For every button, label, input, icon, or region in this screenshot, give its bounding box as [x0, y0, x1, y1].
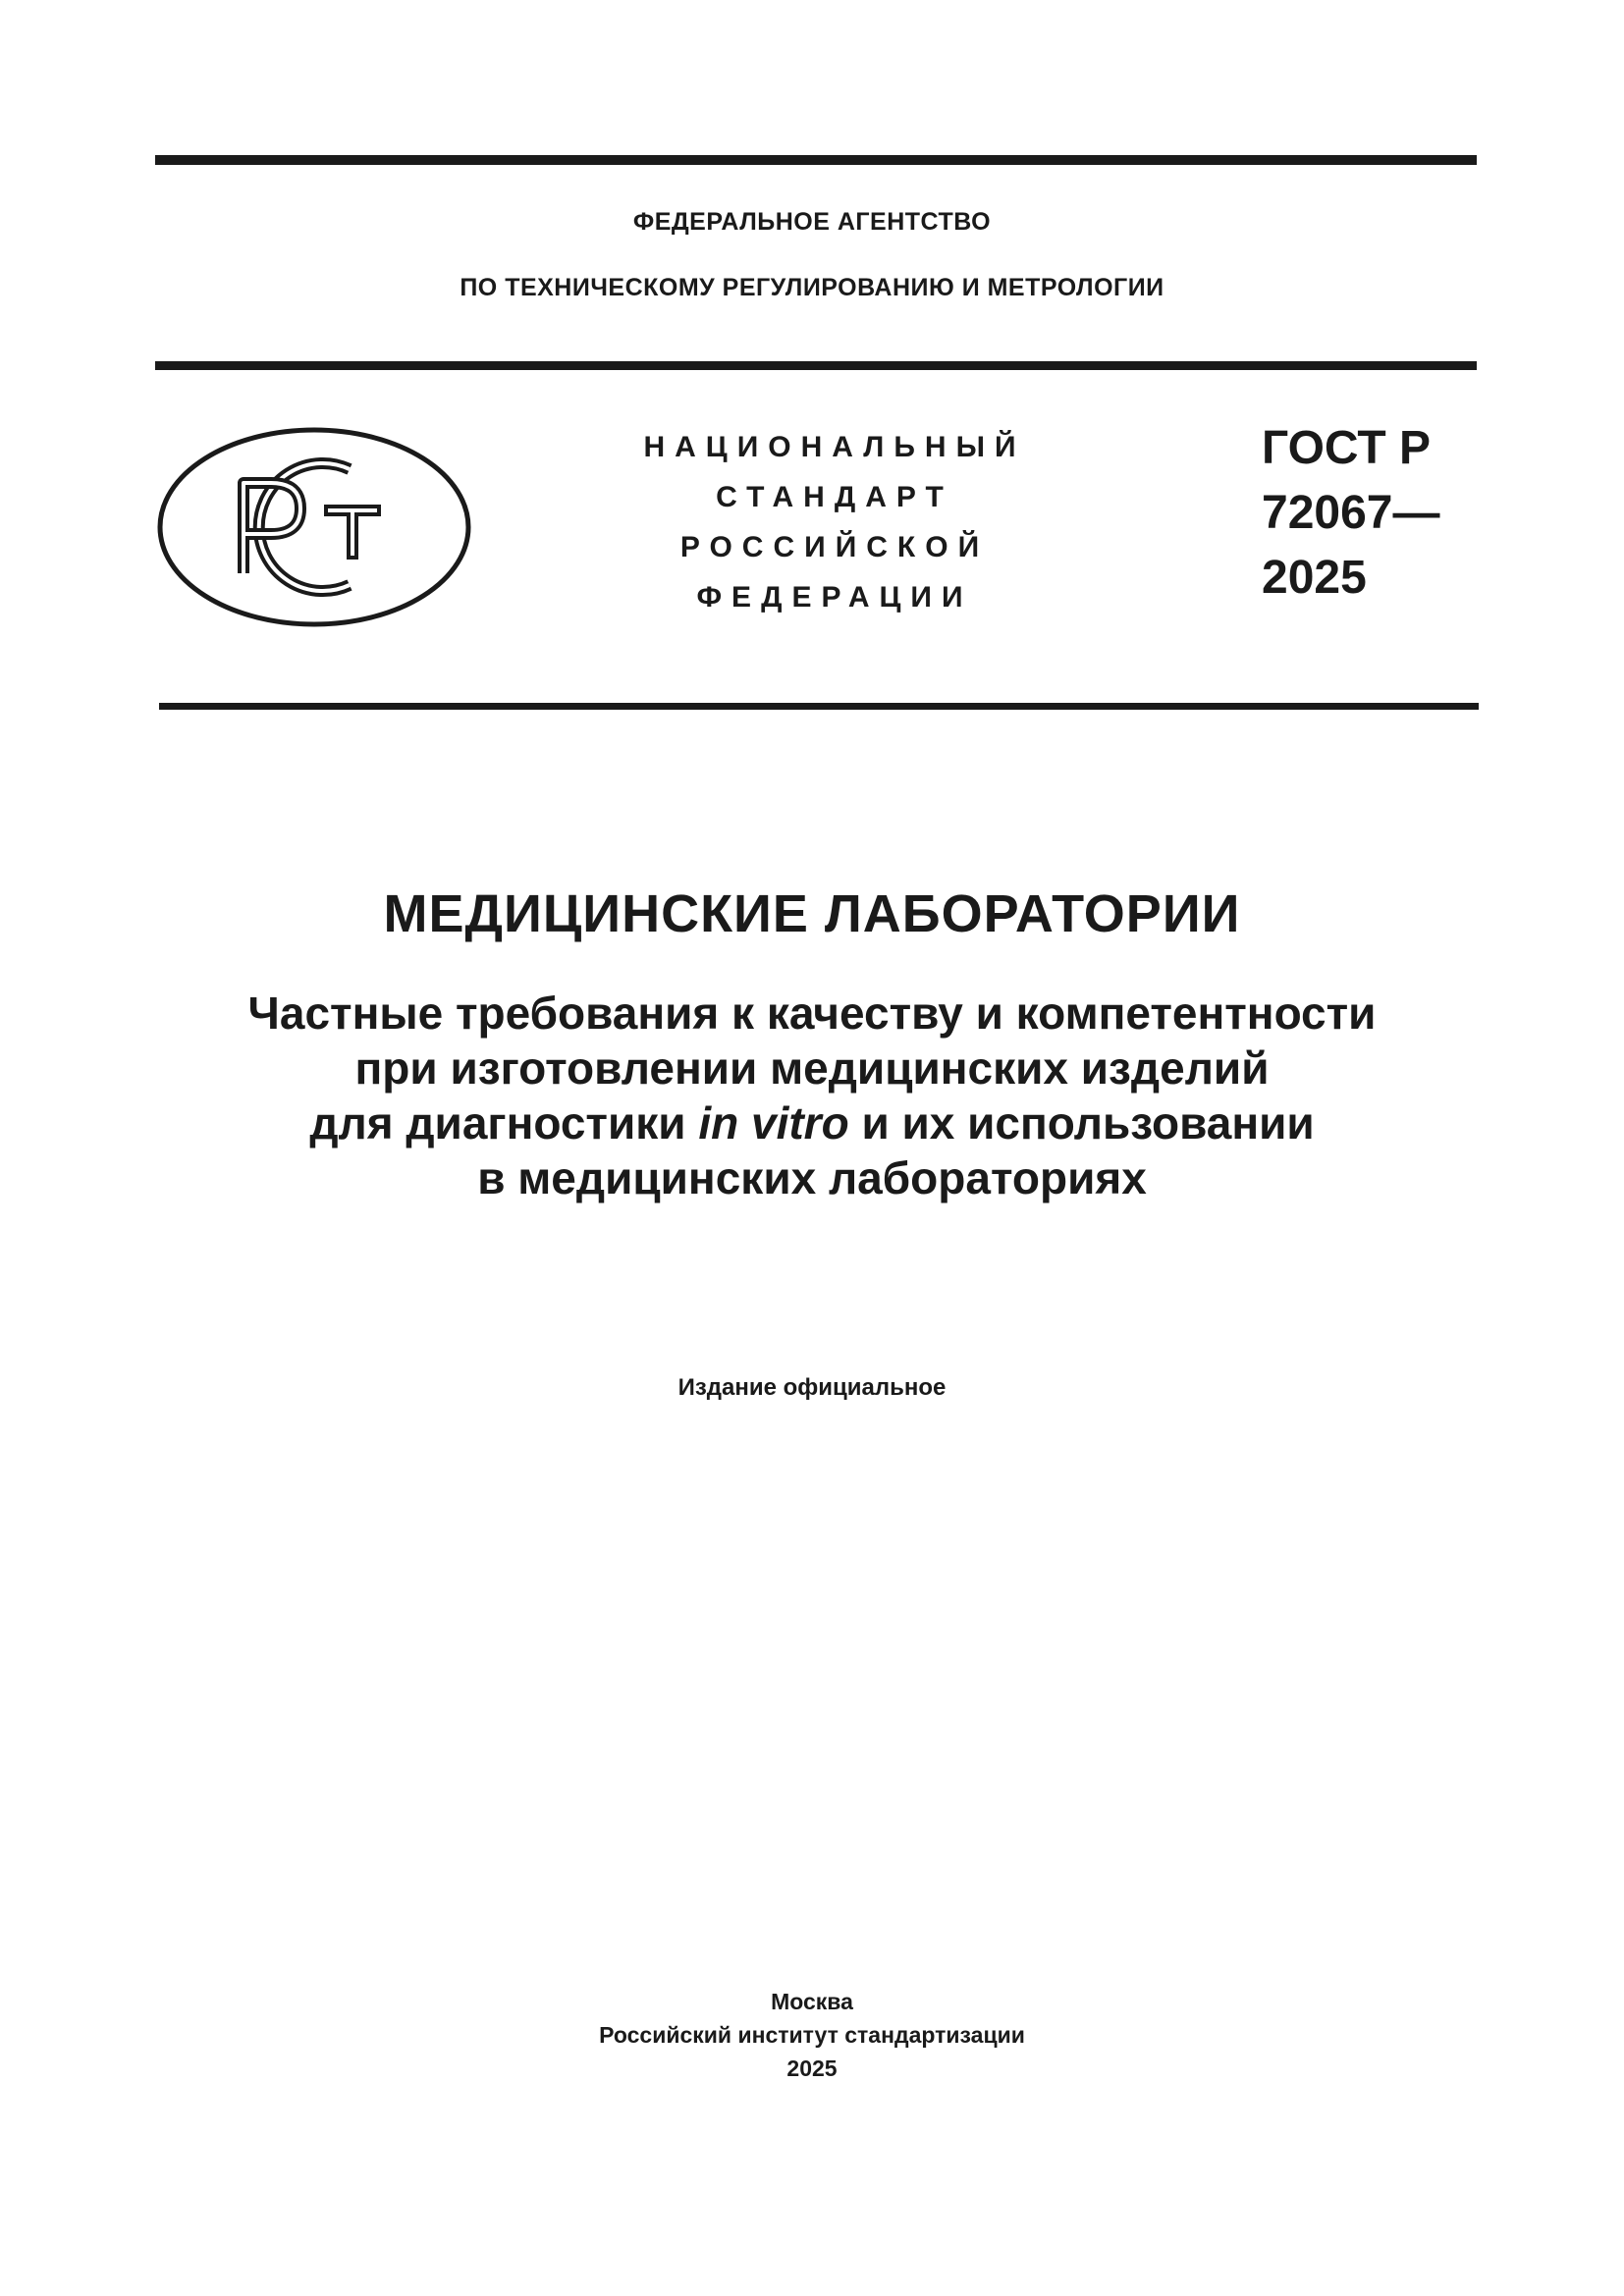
- imprint-block: [0, 1985, 1624, 2085]
- agency-name-line-1: ФЕДЕРАЛЬНОЕ АГЕНТСТВО: [632, 208, 992, 236]
- designation-line: ГОСТ Р: [1262, 422, 1432, 474]
- designation-line: 2025: [1262, 552, 1367, 604]
- bottom-rule: [159, 703, 1479, 710]
- standard-type-block: [609, 422, 1060, 622]
- subtitle-line: Частные требования к качеству и компетентности: [247, 988, 1377, 1039]
- agency-name-line-2: ПО ТЕХНИЧЕСКОМУ РЕГУЛИРОВАНИЮ И МЕТРОЛОГИИ: [460, 274, 1164, 301]
- edition-label: Издание официальное: [677, 1374, 947, 1401]
- standard-designation: [1262, 416, 1497, 611]
- subtitle-line: в медицинских лабораториях: [477, 1152, 1147, 1203]
- standard-type-line: ФЕДЕРАЦИИ: [696, 581, 973, 614]
- rst-certification-mark-icon: [157, 426, 471, 628]
- subtitle-text: и их использовании: [848, 1097, 1315, 1148]
- imprint-publisher: Российский институт стандартизации: [599, 2022, 1025, 2048]
- document-subtitle: [0, 986, 1624, 1205]
- top-rule: [155, 155, 1477, 165]
- subtitle-line: [0, 1095, 1624, 1150]
- imprint-year: 2025: [786, 2056, 838, 2081]
- imprint-city: Москва: [771, 1989, 853, 2014]
- standard-type-line: НАЦИОНАЛЬНЫЙ: [643, 431, 1026, 463]
- middle-rule: [155, 361, 1477, 370]
- subtitle-line: при изготовлении медицинских изделий: [354, 1042, 1270, 1094]
- designation-line: 72067—: [1262, 487, 1440, 539]
- document-title: МЕДИЦИНСКИЕ ЛАБОРАТОРИИ: [383, 884, 1241, 943]
- subtitle-text: для диагностики: [309, 1097, 699, 1148]
- standard-type-line: РОССИЙСКОЙ: [679, 531, 990, 563]
- standard-type-line: СТАНДАРТ: [716, 481, 953, 513]
- subtitle-italic-term: in vitro: [698, 1097, 849, 1148]
